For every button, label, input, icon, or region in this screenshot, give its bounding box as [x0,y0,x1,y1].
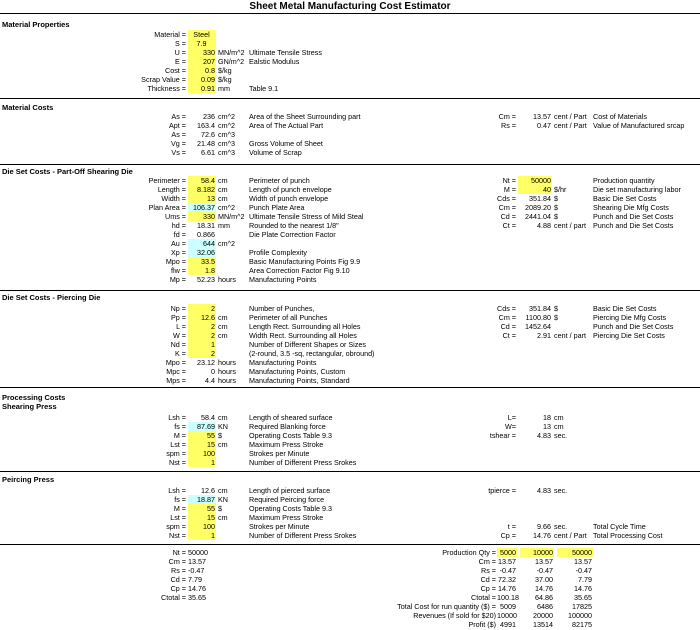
param-value: 23.12 [197,358,215,367]
result-desc: Punch and Die Set Costs [593,322,674,331]
param-desc: Area of the Sheet Surrounding part [249,112,361,121]
divider [0,290,700,291]
result-desc: Die set manufacturing labor [593,185,681,194]
result-value: 2441.04 [525,212,551,221]
summary-cell: 13514 [533,620,553,629]
result-unit: cent / Part [554,112,587,121]
param-desc: (2-round, 3.5 -sq, rectangular, obround) [249,349,375,358]
param-unit: KN [218,495,228,504]
param-unit: cm [218,194,228,203]
summary-left-label: Rs = [171,566,186,575]
summary-cell: 100.18 [497,593,519,602]
param-label: Lsh = [168,486,186,495]
param-desc: Manufacturing Points, Standard [249,376,350,385]
param-unit: cm^3 [218,130,235,139]
param-value[interactable]: 12.6 [188,313,216,322]
result-unit: $ [554,194,558,203]
param-desc: Table 9.1 [249,84,279,93]
param-value[interactable]: 330 [188,48,216,57]
param-value[interactable]: 13 [188,194,216,203]
result-unit: $/hr [554,185,567,194]
summary-cell: 4991 [500,620,516,629]
summary-left-value: 13.57 [188,557,206,566]
param-label: Vs = [171,148,186,157]
result-value: 4.83 [537,486,551,495]
result-label: L= [507,413,516,422]
result-value: 4.83 [537,431,551,440]
param-value: 32.06 [188,248,216,257]
param-label: Np = [170,304,186,313]
param-unit: cm [218,413,228,422]
param-desc: Width Rect. Surrounding all Holes [249,331,357,340]
param-unit: cm^3 [218,148,235,157]
result-label: Cm = [498,112,516,121]
param-label: spm = [166,449,186,458]
summary-cell: 5009 [500,602,516,611]
param-label: W = [173,331,186,340]
param-label: E = [175,57,186,66]
summary-label: Profit ($) [468,620,496,629]
result-desc: Punch and Die Set Costs [593,212,674,221]
param-value[interactable]: 55 [188,504,216,513]
section-header-processing-costs: Processing Costs [2,393,66,402]
result-label: t = [507,522,516,531]
param-value[interactable]: 7.9 [188,39,216,48]
param-value[interactable]: 330 [188,212,216,221]
param-unit: cm [218,313,228,322]
result-desc: Punch and Die Set Costs [593,221,674,230]
result-label: M = [503,185,516,194]
param-label: U = [174,48,186,57]
result-desc: Basic Die Set Costs [593,194,657,203]
param-desc: Manufacturing Points [249,358,317,367]
summary-qty-2[interactable]: 10000 [520,548,554,557]
param-value[interactable]: 2 [188,349,216,358]
param-label: L = [176,322,186,331]
result-value: 2089.20 [525,203,551,212]
param-value[interactable]: 58.4 [188,176,216,185]
param-unit: $ [218,504,222,513]
param-unit: cm [218,185,228,194]
param-label: fs = [174,422,186,431]
result-desc: Production quantity [593,176,655,185]
summary-cell: 14.76 [498,584,516,593]
param-label: As = [171,112,186,121]
param-label: Width = [161,194,186,203]
param-unit: cm^2 [218,121,235,130]
result-unit: cent / Part [554,531,587,540]
param-value: 72.6 [201,130,215,139]
result-unit: cm [554,413,564,422]
param-value[interactable]: 2 [188,304,216,313]
param-label: Cost = [165,66,186,75]
result-unit: $ [554,212,558,221]
summary-label: Cm = [478,557,496,566]
divider [0,98,700,99]
param-label: Perimeter = [148,176,186,185]
param-desc: Number of Different Shapes or Sizes [249,340,366,349]
summary-label: Revenues (If sold for $20) [413,611,496,620]
param-unit: cm^2 [218,203,235,212]
result-label: Ct = [502,331,516,340]
param-value[interactable]: 100 [188,449,216,458]
summary-label: Total Cost for run quantity ($) = [397,602,496,611]
summary-left-label: Nt = [172,548,186,557]
result-value: 14.76 [533,531,551,540]
param-desc: Number of Different Press Srokes [249,458,357,467]
param-desc: Length Rect. Surrounding all Holes [249,322,361,331]
param-label: Mps = [166,376,186,385]
param-unit: mm [218,84,230,93]
param-value: 4.4 [205,376,215,385]
param-desc: Length of punch envelope [249,185,332,194]
summary-label: Production Qty = [442,548,496,557]
result-value: 1100.80 [525,313,551,322]
result-unit: $ [554,203,558,212]
param-label: M = [173,431,186,440]
summary-label: Cd = [480,575,496,584]
result-desc: Total Cycle Time [593,522,646,531]
param-unit: KN [218,422,228,431]
result-value: 0.47 [537,121,551,130]
param-desc: Required Peircing force [249,495,325,504]
param-unit: hours [218,275,236,284]
param-label: Scrap Value = [141,75,186,84]
param-value[interactable]: 0.91 [188,84,216,93]
param-value: 58.4 [201,413,215,422]
summary-cell: 7.79 [578,575,592,584]
param-value[interactable]: 1 [188,340,216,349]
param-value[interactable]: 33.5 [188,257,216,266]
param-unit: mm [218,221,230,230]
param-value: 21.48 [197,139,215,148]
result-unit: cent / part [554,221,586,230]
param-desc: Volume of Scrap [249,148,302,157]
result-value: 351.84 [529,194,551,203]
summary-cell: 17825 [572,602,592,611]
param-desc: Ealstic Modulus [249,57,300,66]
param-desc: Manufacturing Points [249,275,317,284]
summary-label: Cp = [480,584,496,593]
section-header-piercing-press: Peircing Press [2,475,55,484]
section-header-material-properties: Material Properties [2,20,70,29]
param-value: 644 [188,239,216,248]
param-unit: $ [218,431,222,440]
param-desc: Length of sheared surface [249,413,333,422]
param-desc: Number of Different Press Srokes [249,531,357,540]
summary-cell: 82175 [572,620,592,629]
result-desc: Piercing Die Set Costs [593,331,665,340]
summary-cell: -0.47 [499,566,516,575]
param-label: Apt = [169,121,186,130]
param-label: K = [175,349,186,358]
param-desc: Strokes per Minute [249,522,310,531]
param-desc: Maximum Press Stroke [249,440,324,449]
summary-left-value: 50000 [188,548,208,557]
summary-left-value: 7.79 [188,575,202,584]
result-label: Cp = [500,531,516,540]
param-label: Xp = [171,248,186,257]
param-unit: cm [218,331,228,340]
param-value: 12.6 [201,486,215,495]
summary-left-value: -0.47 [188,566,205,575]
param-label: Mp = [169,275,186,284]
summary-label: Ctotal = [471,593,496,602]
param-label: Mpo = [165,358,186,367]
param-desc: Profile Complexity [249,248,307,257]
param-label: Length = [157,185,186,194]
param-value[interactable]: 2 [188,331,216,340]
param-desc: Die Plate Correction Factor [249,230,336,239]
param-value: 18.87 [188,495,216,504]
summary-cell: 6486 [537,602,553,611]
summary-left-label: Cd = [170,575,186,584]
summary-cell: 14.76 [535,584,553,593]
result-desc: Value of Manufactured srcap [593,121,685,130]
param-label: Nst = [169,531,186,540]
result-value: 4.88 [537,221,551,230]
result-desc: Shearing Die Mfg Costs [593,203,669,212]
summary-left-label: Cp = [170,584,186,593]
summary-cell: 35.65 [574,593,592,602]
result-unit: sec. [554,522,568,531]
result-desc: Total Processing Cost [593,531,663,540]
result-unit: $ [554,304,558,313]
result-label: Rs = [501,121,516,130]
summary-cell: 100000 [568,611,592,620]
param-value: 106.37 [188,203,216,212]
summary-cell: 14.76 [574,584,592,593]
page-title: Sheet Metal Manufacturing Cost Estimator [249,1,451,12]
param-desc: Area Correction Factor Fig 9.10 [249,266,350,275]
param-label: Lst = [170,513,186,522]
param-unit: cm [218,513,228,522]
summary-qty-1[interactable]: 5000 [497,548,517,557]
param-label: Material = [154,30,186,39]
param-label: Pp = [171,313,186,322]
summary-left-label: Ctotal = [161,593,186,602]
summary-cell: 13.57 [535,557,553,566]
summary-cell: -0.47 [575,566,592,575]
param-unit: cm [218,486,228,495]
divider [0,13,700,14]
param-desc: Width of punch envelope [249,194,329,203]
param-desc: Manufacturing Points, Custom [249,367,346,376]
result-label: tpierce = [488,486,516,495]
param-unit: $/kg [218,66,232,75]
summary-cell: 13.57 [498,557,516,566]
summary-cell: 64.86 [535,593,553,602]
param-desc: Gross Volume of Sheet [249,139,323,148]
param-unit: hours [218,358,236,367]
param-value[interactable]: 0.8 [188,66,216,75]
param-label: Mpc = [166,367,186,376]
result-label: Cm = [498,203,516,212]
result-desc: Cost of Materials [593,112,647,121]
param-desc: Basic Manufacturing Points Fig 9.9 [249,257,361,266]
result-label: W= [505,422,516,431]
summary-cell: 20000 [533,611,553,620]
summary-cell: 72.32 [498,575,516,584]
result-label: Cds = [497,194,516,203]
param-unit: cm [218,440,228,449]
param-desc: Length of pierced surface [249,486,331,495]
param-label: spm = [166,522,186,531]
param-unit: hours [218,376,236,385]
param-desc: Perimeter of all Punches [249,313,328,322]
result-label: Cd = [500,212,516,221]
param-label: Vg = [171,139,186,148]
param-label: fd = [173,230,186,239]
section-header-shearing-die: Die Set Costs - Part-Off Shearing Die [2,167,133,176]
param-label: flw = [171,266,186,275]
result-value: 351.84 [529,304,551,313]
result-desc: Piercing Die Mfg Costs [593,313,667,322]
param-unit: GN/m^2 [218,57,245,66]
param-label: Ums = [165,212,186,221]
section-header-piercing-die: Die Set Costs - Piercing Die [2,293,101,302]
param-unit: cm [218,176,228,185]
result-value[interactable]: 50000 [518,176,552,185]
param-value[interactable]: 1.8 [188,266,216,275]
param-value: 6.61 [201,148,215,157]
param-label: Lst = [170,440,186,449]
summary-qty-3[interactable]: 50000 [557,548,593,557]
divider [0,164,700,165]
summary-label: Rs = [481,566,496,575]
result-label: Cds = [497,304,516,313]
divider [0,387,700,388]
param-desc: Operating Costs Table 9.3 [249,504,332,513]
result-unit: cent / Part [554,121,587,130]
param-label: hd = [171,221,186,230]
result-unit: sec. [554,431,568,440]
divider [0,544,700,545]
section-header-material-costs: Material Costs [2,103,54,112]
summary-cell: 37.00 [535,575,553,584]
param-value[interactable]: 100 [188,522,216,531]
summary-left-label: Cm = [168,557,186,566]
param-value: 52.23 [197,275,215,284]
summary-cell: 10000 [497,611,517,620]
summary-left-value: 14.76 [188,584,206,593]
param-label: M = [173,504,186,513]
param-desc: Maximum Press Stroke [249,513,324,522]
param-desc: Ultimate Tensile Stress [249,48,322,57]
param-value: 18.31 [197,221,215,230]
result-value: 9.66 [537,522,551,531]
param-desc: Required Blanking force [249,422,326,431]
result-value: 13.57 [533,112,551,121]
result-value: 1452.64 [525,322,551,331]
result-value: 18 [543,413,551,422]
param-desc: Number of Punches, [249,304,315,313]
result-unit: sec. [554,486,568,495]
param-label: As = [171,130,186,139]
summary-cell: -0.47 [536,566,553,575]
param-label: Thickness = [147,84,186,93]
param-value[interactable]: 15 [188,513,216,522]
param-label: Nst = [169,458,186,467]
param-value[interactable]: 207 [188,57,216,66]
param-desc: Punch Plate Area [249,203,305,212]
param-value: 87.69 [188,422,216,431]
param-unit: MN/m^2 [218,48,245,57]
divider [0,471,700,472]
result-label: Nt = [502,176,516,185]
result-unit: cm [554,422,564,431]
result-label: Ct = [502,221,516,230]
param-unit: cm^3 [218,139,235,148]
param-value: 163.4 [197,121,215,130]
param-desc: Perimeter of punch [249,176,310,185]
param-value[interactable]: 2 [188,322,216,331]
param-value[interactable]: 8.182 [188,185,216,194]
param-unit: cm^2 [218,239,235,248]
section-header-shearing-press: Shearing Press [2,402,57,411]
result-desc: Basic Die Set Costs [593,304,657,313]
param-value: 236 [203,112,215,121]
param-desc: Ultimate Tensile Stress of Mild Steal [249,212,364,221]
param-label: Plan Area = [148,203,186,212]
param-value[interactable]: Steel [188,30,216,39]
param-desc: Area of The Actual Part [249,121,324,130]
result-value: 13 [543,422,551,431]
param-unit: cm^2 [218,112,235,121]
param-unit: cm [218,322,228,331]
result-value[interactable]: 40 [518,185,552,194]
param-unit: hours [218,367,236,376]
param-unit: MN/m^2 [218,212,245,221]
param-value[interactable]: 15 [188,440,216,449]
param-label: S = [175,39,186,48]
param-desc: Rounded to the nearest 1/8" [249,221,339,230]
result-unit: cent / part [554,331,586,340]
result-label: Cd = [500,322,516,331]
param-value[interactable]: 0.09 [188,75,216,84]
param-label: Mpo = [165,257,186,266]
param-value: 0 [211,367,215,376]
result-value: 2.91 [537,331,551,340]
result-label: tshear = [489,431,516,440]
param-desc: Strokes per Minute [249,449,310,458]
param-label: Lsh = [168,413,186,422]
param-desc: Operating Costs Table 9.3 [249,431,332,440]
summary-left-value: 35.65 [188,593,206,602]
result-label: Cm = [498,313,516,322]
param-label: fs = [174,495,186,504]
param-label: Nd = [170,340,186,349]
summary-cell: 13.57 [574,557,592,566]
param-value[interactable]: 1 [188,531,216,540]
param-label: Au = [171,239,186,248]
param-value[interactable]: 55 [188,431,216,440]
param-unit: $/kg [218,75,232,84]
result-unit: $ [554,313,558,322]
param-value[interactable]: 1 [188,458,216,467]
param-value: 0.866 [197,230,215,239]
